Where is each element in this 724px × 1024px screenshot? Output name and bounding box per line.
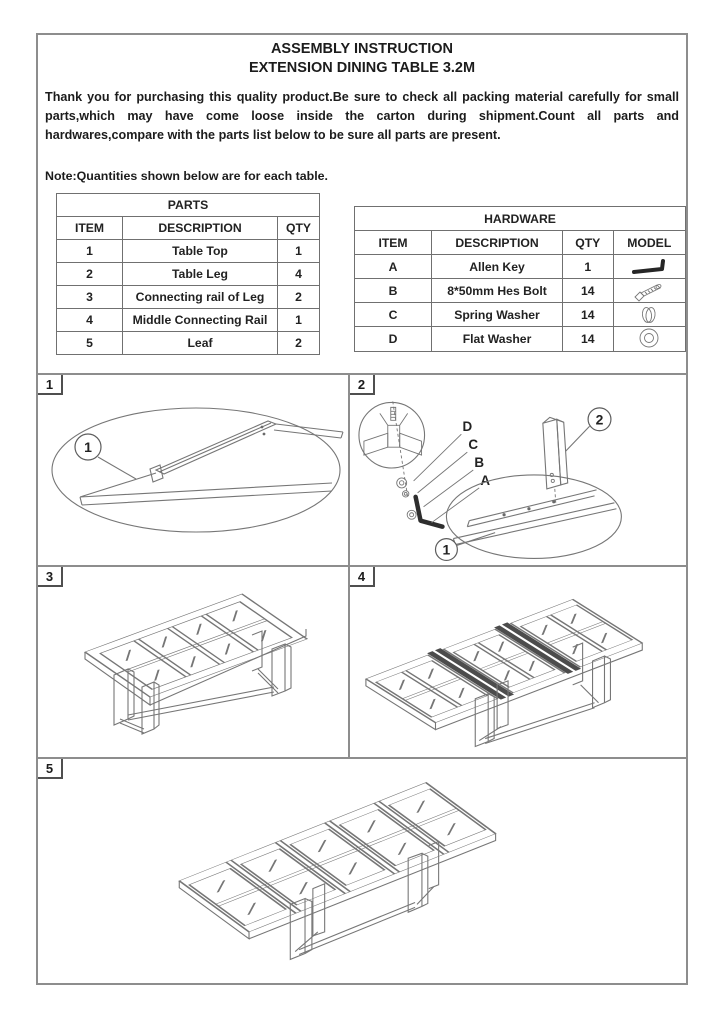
parts-col-qty: QTY [278, 217, 320, 240]
extended-table-top [364, 598, 645, 724]
document-title [38, 40, 686, 78]
parts-table-title: PARTS [57, 194, 320, 217]
spring-washer-icon [637, 304, 661, 326]
hw-col-item: ITEM [355, 231, 432, 255]
part-qty: 1 [278, 309, 320, 332]
svg-text:D: D [462, 419, 473, 435]
svg-text:1: 1 [442, 541, 451, 558]
hw-item: D [355, 327, 432, 352]
title-line-2: EXTENSION DINING TABLE 3.2M [248, 60, 476, 76]
step-number-badge: 4 [350, 567, 375, 587]
callout-2 [566, 408, 611, 451]
parts-col-item: ITEM [57, 217, 123, 240]
hw-col-qty: QTY [563, 231, 613, 255]
tabletop-underside-drawing [80, 421, 343, 505]
bolt-detail-circle [359, 401, 425, 496]
part-description: Connecting rail of Leg [123, 286, 278, 309]
part-qty: 4 [278, 263, 320, 286]
parts-table-header-row [57, 217, 320, 240]
intro-paragraph: Thank you for purchasing this quality product.Be sure to check all packing material carefully for small parts,which may have come loose inside the carton during shipment.Count all parts and hardwares,compare with the parts list below to be sure all parts are present. [45, 90, 679, 142]
hex-bolt-icon [629, 281, 669, 301]
part-qty: 2 [278, 332, 320, 355]
part-item: 4 [57, 309, 123, 332]
part-qty: 1 [278, 240, 320, 263]
hardware-table-header-row [355, 231, 686, 255]
quantities-note: Note:Quantities shown below are for each table. [45, 169, 328, 183]
hw-col-model: MODEL [613, 231, 685, 255]
hw-qty: 14 [563, 279, 613, 303]
part-item: 5 [57, 332, 123, 355]
svg-text:B: B [474, 455, 485, 471]
step-number-badge: 1 [38, 375, 63, 395]
hw-qty: 14 [563, 303, 613, 327]
svg-text:1: 1 [84, 439, 92, 455]
part-item: 1 [57, 240, 123, 263]
hw-col-description: DESCRIPTION [432, 231, 563, 255]
hw-model [613, 279, 685, 303]
part-description: Leaf [123, 332, 278, 355]
table-leg-drawing [543, 417, 568, 502]
hw-item: B [355, 279, 432, 303]
svg-text:C: C [468, 437, 479, 453]
step-panel-2 [348, 373, 688, 567]
hw-qty: 14 [563, 327, 613, 352]
hardware-labels [414, 419, 491, 522]
parts-table-title-row [57, 194, 320, 217]
hw-item: C [355, 303, 432, 327]
tabletop-zoom-ellipse [446, 472, 621, 559]
parts-table [56, 193, 320, 355]
step5-drawing [38, 759, 686, 983]
hw-description: Flat Washer [432, 327, 563, 352]
table-row [57, 286, 320, 309]
hw-qty: 1 [563, 255, 613, 279]
hw-item: A [355, 255, 432, 279]
connecting-rails-dark [427, 622, 581, 699]
step4-drawing [350, 567, 686, 757]
hw-description: Allen Key [432, 255, 563, 279]
step-number-badge: 2 [350, 375, 375, 395]
table-row [57, 332, 320, 355]
part-item: 2 [57, 263, 123, 286]
step-number-badge: 3 [38, 567, 63, 587]
table-row [355, 303, 686, 327]
part-description: Table Top [123, 240, 278, 263]
step2-drawing [350, 375, 686, 565]
table-row [57, 240, 320, 263]
step3-drawing [38, 567, 348, 757]
part-qty: 2 [278, 286, 320, 309]
callout-1 [75, 434, 136, 479]
hw-model [613, 327, 685, 352]
title-line-1: ASSEMBLY INSTRUCTION [270, 41, 454, 57]
step-panel-5 [36, 757, 688, 985]
wood-grain-ticks [209, 801, 463, 915]
step-panel-4 [348, 565, 688, 759]
step1-drawing [38, 375, 348, 565]
part-description: Table Leg [123, 263, 278, 286]
callout-1 [435, 533, 495, 561]
part-item: 3 [57, 286, 123, 309]
step-panel-3 [36, 565, 350, 759]
step-panel-1 [36, 373, 350, 567]
svg-text:A: A [480, 472, 491, 488]
table-row [57, 263, 320, 286]
hw-model [613, 303, 685, 327]
table-row [355, 327, 686, 352]
flat-washer-icon [636, 327, 662, 351]
table-row [355, 255, 686, 279]
full-extension-table-top [179, 783, 495, 932]
part-description: Middle Connecting Rail [123, 309, 278, 332]
hardware-table [354, 206, 686, 352]
allen-key-drawing [416, 497, 443, 527]
allen-key-icon [626, 257, 672, 277]
hardware-table-title-row [355, 207, 686, 231]
hardware-table-title: HARDWARE [355, 207, 686, 231]
table-row [57, 309, 320, 332]
info-box [36, 33, 688, 375]
hw-description: 8*50mm Hes Bolt [432, 279, 563, 303]
step-number-badge: 5 [38, 759, 63, 779]
table-row [355, 279, 686, 303]
closed-table-top [85, 594, 307, 697]
parts-col-description: DESCRIPTION [123, 217, 278, 240]
hw-model [613, 255, 685, 279]
hw-description: Spring Washer [432, 303, 563, 327]
svg-text:2: 2 [595, 411, 604, 428]
